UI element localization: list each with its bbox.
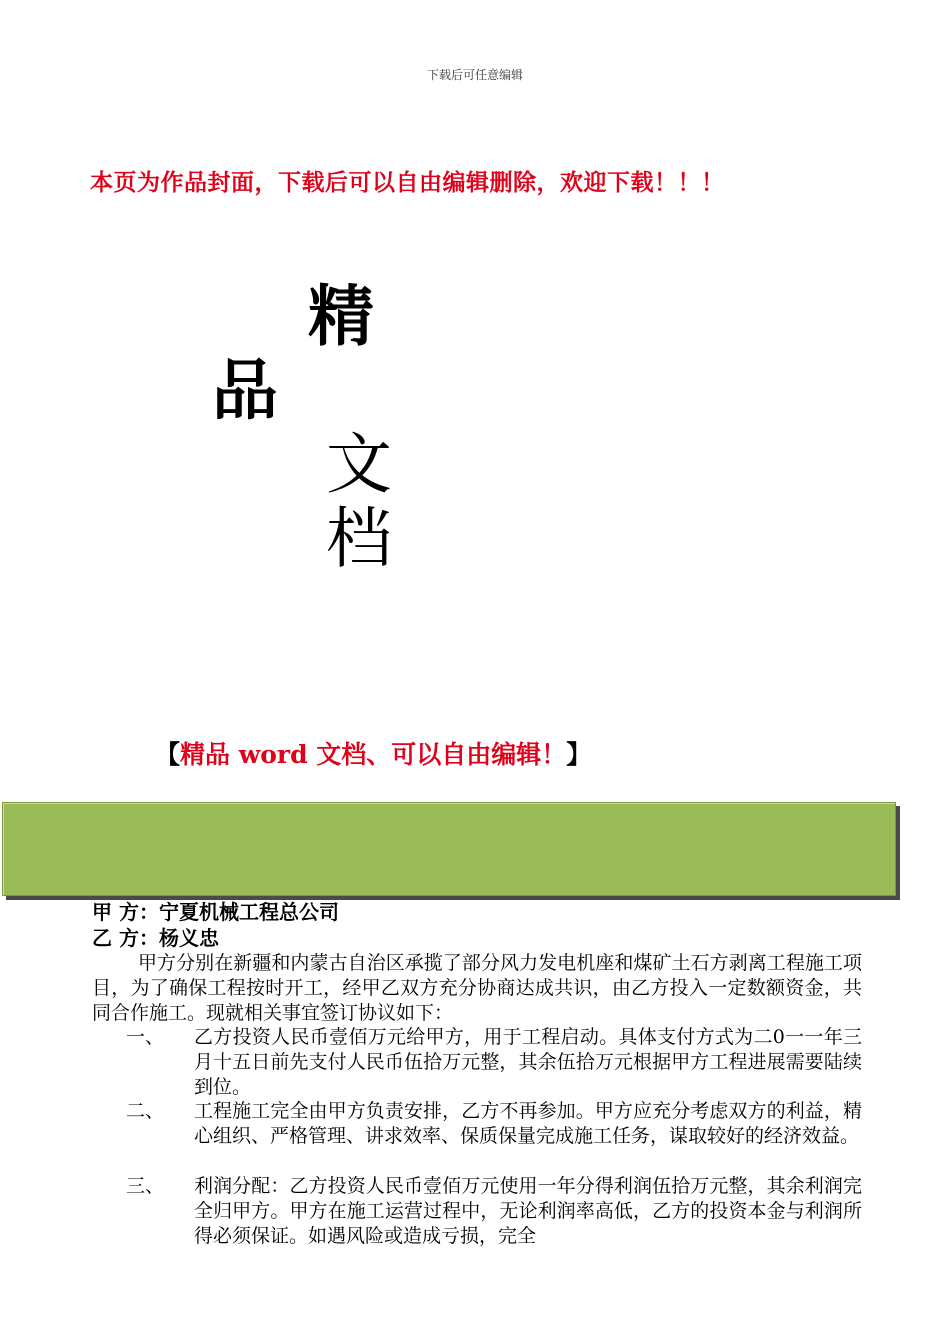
cover-title-char-3: 文	[326, 426, 392, 503]
party-b: 乙 方：杨义忠	[92, 926, 219, 950]
header-note: 下载后可任意编辑	[426, 68, 523, 82]
clause-1-text: 乙方投资人民币壹佰万元给甲方，用于工程启动。具体支付方式为二0一一年三月十五日前先支付人民币伍拾万元整，其余伍拾万元根据甲方工程进展需要陆续到位。	[194, 1026, 862, 1098]
clause-2-number: 二、	[126, 1100, 165, 1122]
cover-notice: 本页为作品封面，下载后可以自由编辑删除，欢迎下载！！！	[90, 170, 725, 196]
word-banner-close-bracket: 】	[566, 740, 592, 769]
clause-1-number: 一、	[126, 1026, 165, 1048]
word-banner	[155, 735, 591, 771]
cover-title-char-1: 精	[308, 278, 374, 355]
clause-1	[92, 1025, 872, 1100]
word-banner-text: 精品 word 文档、可以自由编辑！	[180, 740, 567, 769]
agreement-intro: 甲方分别在新疆和内蒙古自治区承揽了部分风力发电机座和煤矿土石方剥离工程施工项目，为了确保工程按时开工，经甲乙双方充分协商达成共识，由乙方投入一定数额资金，共同合作施工。现就相关事宜签订协议如下：	[92, 952, 862, 1024]
clause-3-text: 利润分配：乙方投资人民币壹佰万元使用一年分得利润伍拾万元整，其余利润完全归甲方。甲方在施工运营过程中，无论利润率高低，乙方的投资本金与利润所得必须保证。如遇风险或造成亏损，完全	[194, 1175, 862, 1247]
word-banner-open-bracket: 【	[155, 740, 181, 769]
clause-3-number: 三、	[126, 1175, 165, 1197]
clause-2	[92, 1099, 872, 1149]
party-a: 甲 方：宁夏机械工程总公司	[92, 900, 339, 924]
cover-title-char-2: 品	[212, 352, 278, 429]
green-banner-bar	[2, 802, 896, 896]
cover-title-char-4: 档	[326, 500, 392, 577]
clause-2-text: 工程施工完全由甲方负责安排，乙方不再参加。甲方应充分考虑双方的利益，精心组织、严格管理、讲求效率、保质保量完成施工任务，谋取较好的经济效益。	[194, 1100, 862, 1147]
clause-3	[92, 1174, 872, 1249]
